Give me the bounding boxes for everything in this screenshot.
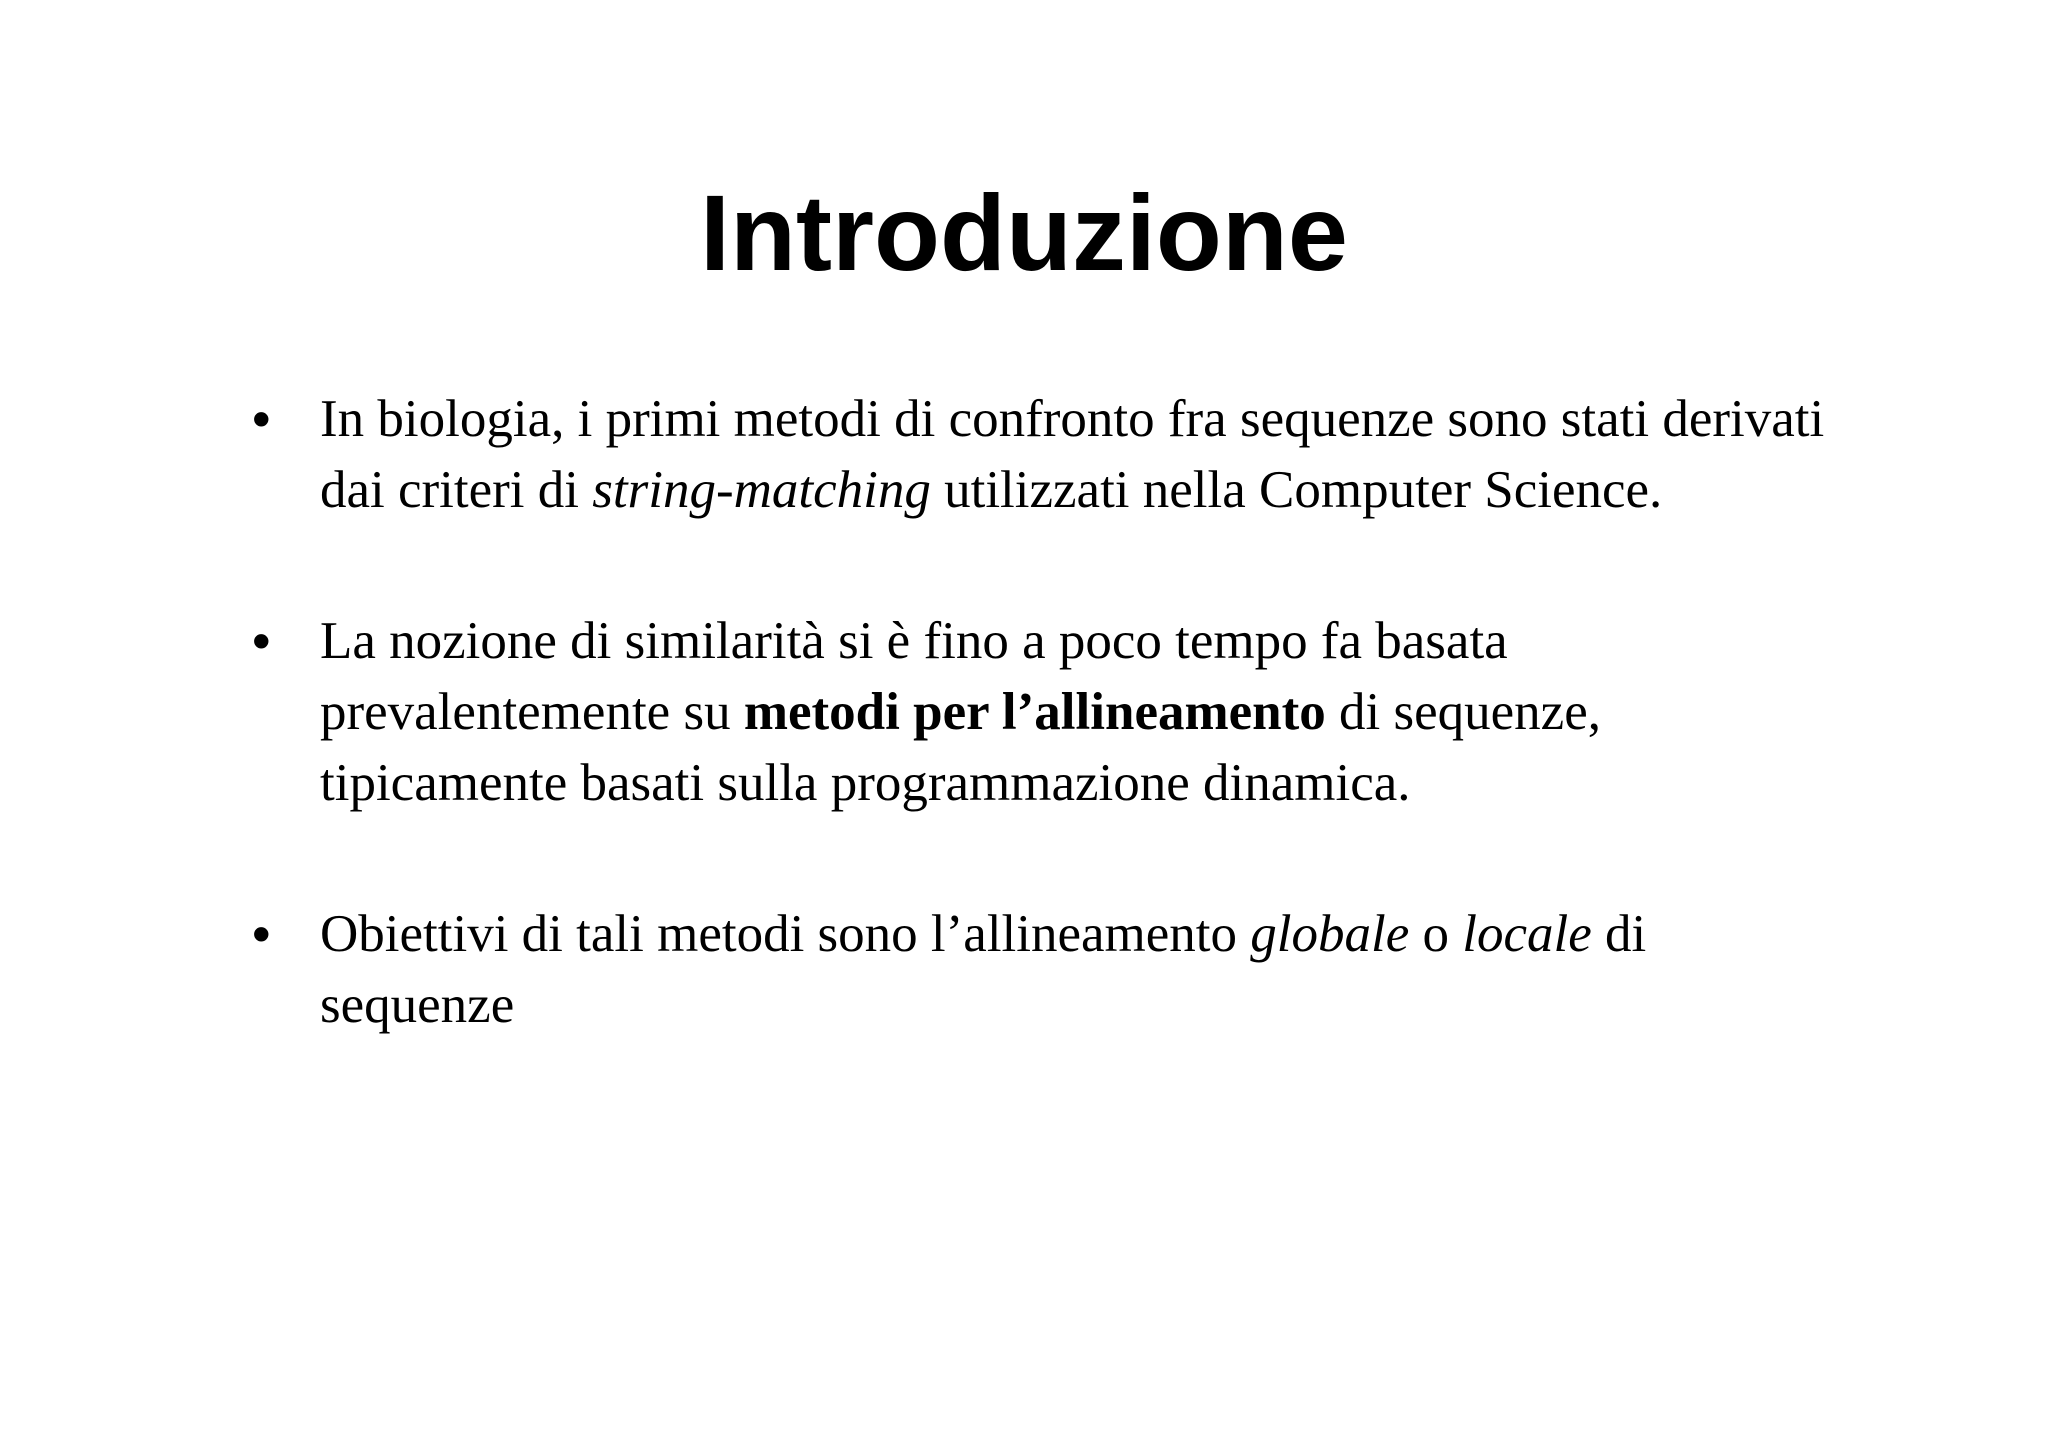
bullet-text: di sequenze [320,905,1647,1034]
bullet-item [252,384,1840,526]
bullet-text: di sequenze, tipicamente basati sulla programmazione dinamica. [320,683,1601,812]
slide-title: Introduzione [700,172,1348,293]
bullet-item [252,606,1840,819]
bullet-text: o [1409,905,1463,963]
bullet-text: In biologia, i primi metodi di confronto fra sequenze sono stati derivati dai criteri di [320,390,1825,519]
bullet-italic-term: string-matching [592,461,931,519]
bullet-dot-icon: • [252,390,271,449]
bullet-bold-term: metodi per l’allineamento [743,683,1326,741]
bullet-italic-term: globale [1250,905,1410,963]
bullet-list [252,384,1840,1121]
bullet-text: utilizzati nella Computer Science. [930,461,1663,519]
bullet-item [252,899,1840,1041]
bullet-italic-term: locale [1462,905,1592,963]
bullet-dot-icon: • [252,612,271,671]
bullet-text: Obiettivi di tali metodi sono l’allineamento [320,905,1251,963]
bullet-text: La nozione di similarità si è fino a poco tempo fa basata prevalentemente su [320,612,1508,741]
bullet-dot-icon: • [252,905,271,964]
